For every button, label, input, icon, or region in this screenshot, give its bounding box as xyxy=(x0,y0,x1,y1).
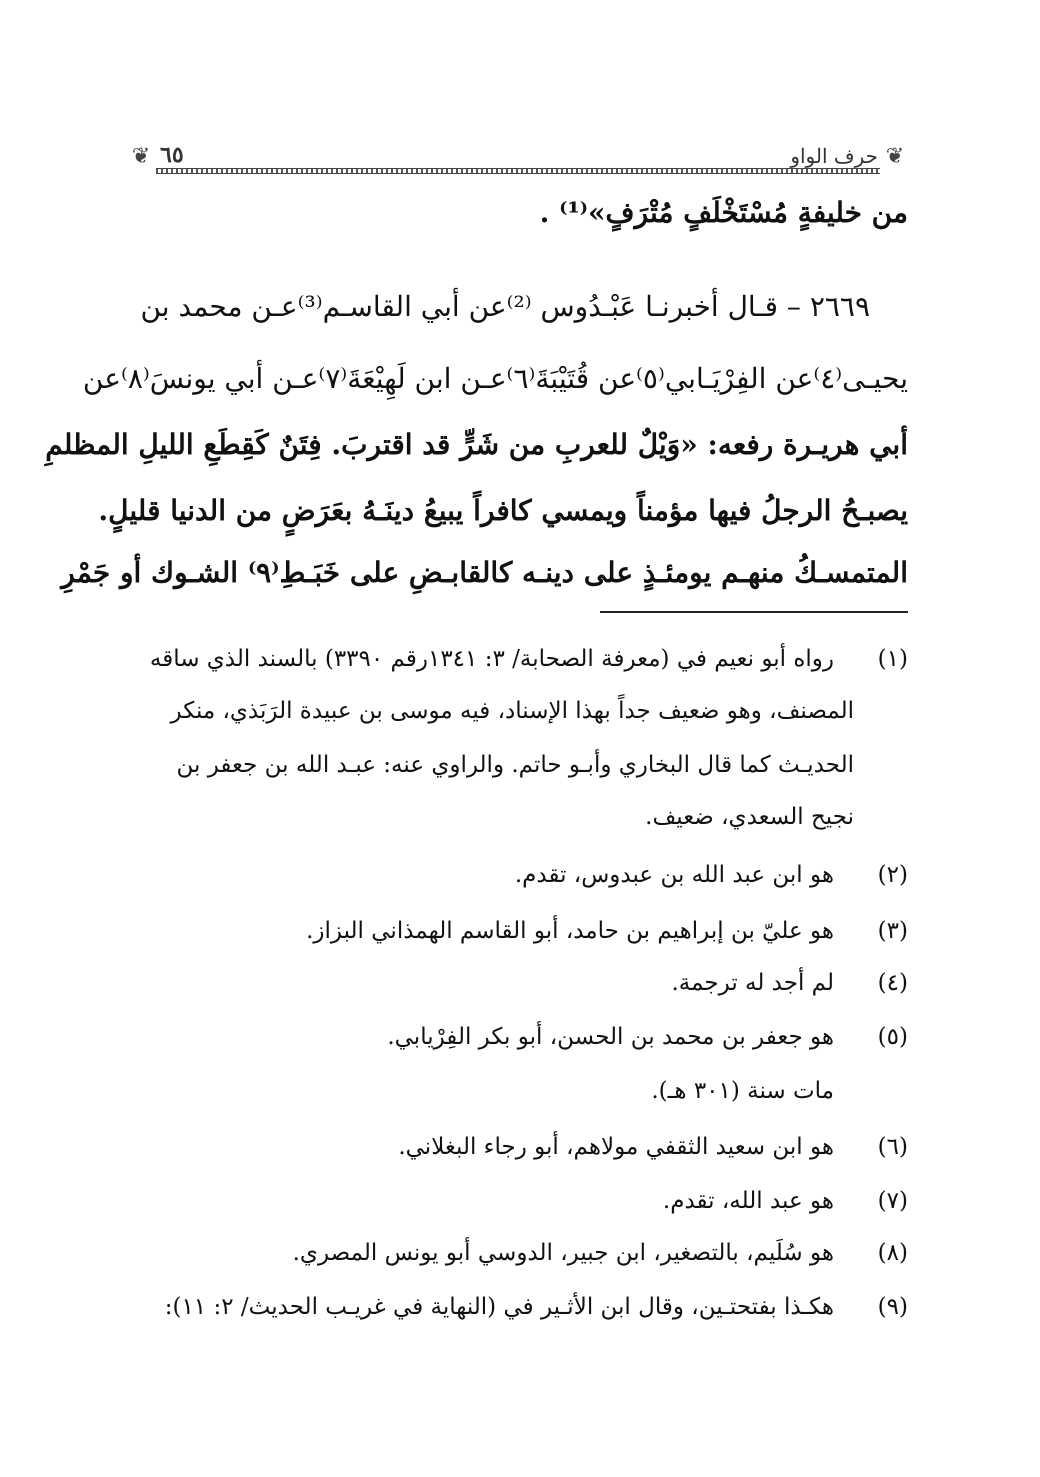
footnote-number: (٤) xyxy=(877,970,908,996)
ornament-icon: ❦ xyxy=(885,144,905,169)
footnote-number: (٧) xyxy=(877,1188,908,1214)
main-text xyxy=(45,0,908,620)
footnote-text: المصنف، وهو ضعيف جداً بهذا الإسناد، فيه موسى بن عبيدة الرَبَذي، منكر xyxy=(170,698,854,724)
footnote-text: لم أجد له ترجمة. xyxy=(671,970,834,996)
footnote-number: (٦) xyxy=(877,1134,908,1160)
footnote-text: هو ابن عبد الله بن عبدوس، تقدم. xyxy=(514,862,834,888)
footnote-text: رواه أبو نعيم في (معرفة الصحابة/ ٣: ١٣٤١رقم ٣٣٩٠) بالسند الذي ساقه xyxy=(149,646,834,672)
ornament-icon: ❦ xyxy=(131,144,151,169)
footnote-text: هو سُلَيم، بالتصغير، ابن جبير، الدوسي أبو يونس المصري. xyxy=(292,1240,834,1266)
text-line: ٢٦٦٩ – قـال أخبرنـا عَبْـدُوس ⁽²⁾عن أبي القاسـم⁽³⁾عـن محمد بن xyxy=(140,290,870,323)
footnote-text: هو جعفر بن محمد بن الحسن، أبو بكر الفِرْيابي. xyxy=(387,1024,834,1050)
footnote-separator xyxy=(600,611,908,613)
footnote-number: (٩) xyxy=(877,1294,908,1320)
footnote-number: (٣) xyxy=(877,918,908,944)
text-line: يحيـى⁽٤⁾عن الفِرْيَـابي⁽٥⁾عن قُتَيْبَةَ⁽٦⁾عـن ابن لَهِيْعَةَ⁽٧⁾عـن أبي يونسَ⁽٨⁾عن xyxy=(82,362,908,395)
footnote-number: (٨) xyxy=(877,1240,908,1266)
footnote-text: الحديـث كما قال البخاري وأبـو حاتم. والراوي عنه: عبـد الله بن جعفر بن xyxy=(176,752,854,778)
footnote-text: مات سنة (٣٠١ هـ). xyxy=(651,1078,834,1104)
footnote-number: (٢) xyxy=(877,862,908,888)
text-line: أبي هريـرة رفعه: «وَيْلٌ للعربِ من شَرٍّ قد اقتربَ. فِتَنٌ كَقِطَعِ الليلِ المظلمِ xyxy=(45,428,908,461)
footnote-text: هو عبد الله، تقدم. xyxy=(662,1188,834,1214)
footnote-text: هو عليّ بن إبراهيم بن حامد، أبو القاسم الهمذاني البزاز. xyxy=(306,918,834,944)
text-line: يصبـحُ الرجلُ فيها مؤمناً ويمسي كافراً يبيعُ دينَـهُ بعَرَضٍ من الدنيا قليلٍ. xyxy=(98,494,908,527)
page-number: ٦٥ xyxy=(160,142,184,168)
footnote-text: نجيح السعدي، ضعيف. xyxy=(645,804,854,830)
text-line: المتمسـكُ منهـم يومئـذٍ على دينـه كالقابـضِ على خَبَـطِ⁽٩⁾ الشـوك أو جَمْرِ xyxy=(61,556,908,589)
footnote-text: هكـذا بفتحتـين، وقال ابن الأثـير في (النهاية في غريـب الحديث/ ٢: ١١): xyxy=(164,1294,834,1320)
footnote-number: (١) xyxy=(877,646,908,672)
text-line: من خليفةٍ مُسْتَخْلَفٍ مُتْرَفٍ»⁽¹⁾ . xyxy=(539,196,908,229)
chapter-title: حرف الواو xyxy=(790,144,878,168)
footnote-text: هو ابن سعيد الثقفي مولاهم، أبو رجاء البغلاني. xyxy=(398,1134,834,1160)
footnote-number: (٥) xyxy=(877,1024,908,1050)
